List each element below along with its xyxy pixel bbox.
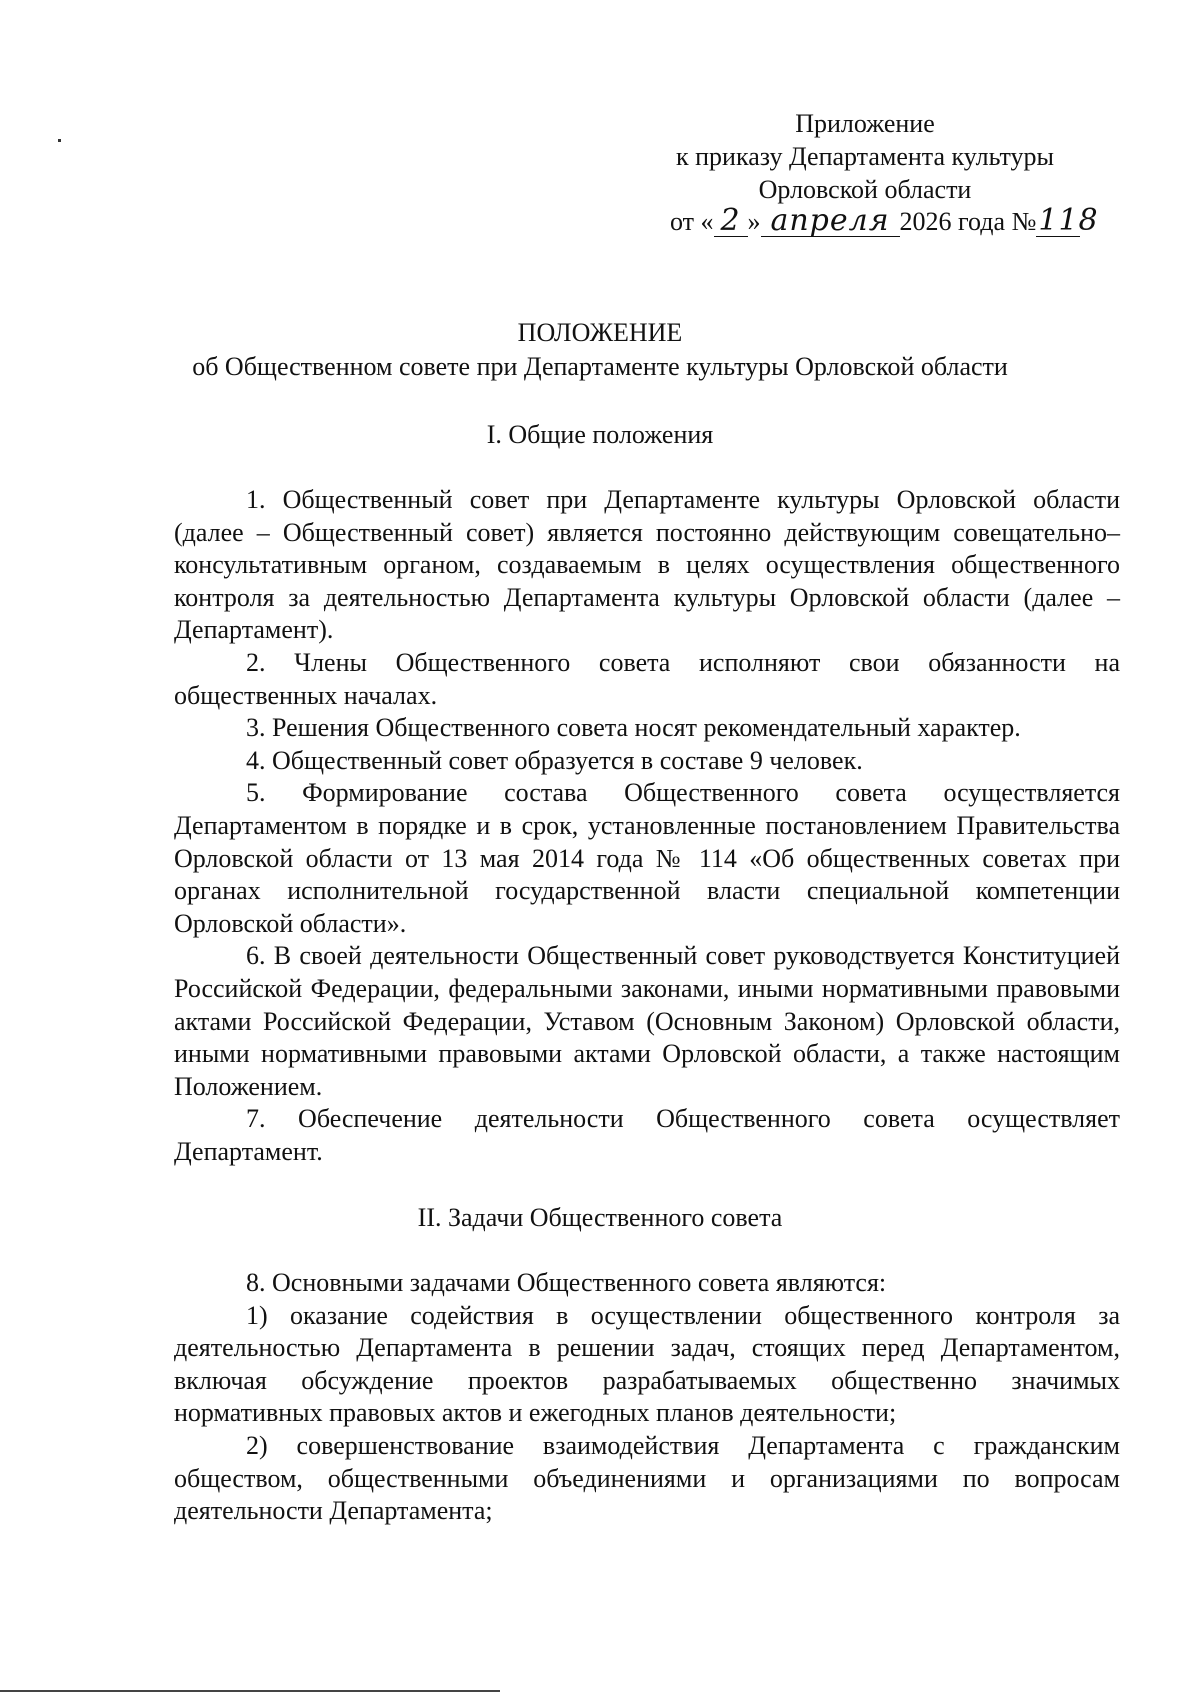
date-prefix: от « — [670, 207, 714, 236]
section-1-heading: I. Общие положения — [486, 420, 714, 449]
paragraph-6: 6. В своей деятельности Общественный совет руководствуется Конституцией Российской Федерации, федеральными законами, иными нормативными правовыми актами Российской Федерации, Уставом (Основным Законом) Орловской области, иными нормативными правовыми актами Орловской области, а также настоящим Положением. — [174, 941, 1120, 1101]
appendix-label: Приложение — [795, 109, 935, 138]
appendix-header — [640, 107, 1090, 206]
paragraph-8: 8. Основными задачами Общественного совета являются: — [246, 1268, 887, 1297]
scan-edge-line — [0, 1690, 500, 1692]
task-item-1: 1) оказание содействия в осуществлении общественного контроля за деятельностью Департамента в решении задач, стоящих перед Департаментом, включая обсуждение проектов разрабатываемых общественно значимых нормативных правовых актов и ежегодных планов деятельности; — [174, 1300, 1120, 1428]
order-date-line — [670, 203, 1099, 239]
paragraph-2: 2. Члены Общественного совета исполняют свои обязанности на общественных началах. — [174, 647, 1120, 710]
order-reference: к приказу Департамента культуры — [676, 142, 1054, 171]
document-subtitle: об Общественном совете при Департаменте культуры Орловской области — [192, 352, 1008, 381]
handwritten-month: апреля — [761, 206, 900, 237]
section-2-body — [174, 1267, 1120, 1528]
paragraph-1: 1. Общественный совет при Департаменте культуры Орловской области (далее – Общественный совет) является постоянно действующим совещательно–консультативным органом, создаваемым в целях осуществления общественного контроля за деятельностью Департамента культуры Орловской области (далее – Департамент). — [174, 485, 1120, 645]
date-year: 2026 года № — [899, 207, 1037, 236]
paragraph-7: 7. Обеспечение деятельности Общественного совета осуществляет Департамент. — [174, 1104, 1120, 1166]
scan-speck — [58, 139, 61, 142]
task-item-2: 2) совершенствование взаимодействия Департамента с гражданским обществом, общественными объединениями и организациями по вопросам деятельности Департамента; — [174, 1430, 1120, 1526]
handwritten-order-number: 118 — [1038, 203, 1099, 238]
section-2-heading: II. Задачи Общественного совета — [417, 1203, 783, 1232]
handwritten-day: 2 — [714, 206, 748, 237]
section-1-body — [174, 484, 1120, 1168]
paragraph-3: 3. Решения Общественного совета носят рекомендательный характер. — [246, 713, 1021, 743]
region-name: Орловской области — [758, 175, 972, 204]
document-title: ПОЛОЖЕНИЕ — [517, 318, 683, 347]
date-quote: » — [747, 207, 761, 236]
paragraph-5: 5. Формирование состава Общественного совета осуществляется Департаментом в порядке и в срок, установленные постановлением Правительства Орловской области от 13 мая 2014 года № 114 «Об общественных советах при органах исполнительной государственной власти специальной компетенции Орловской области». — [174, 778, 1120, 938]
paragraph-4: 4. Общественный совет образуется в составе 9 человек. — [246, 745, 863, 775]
